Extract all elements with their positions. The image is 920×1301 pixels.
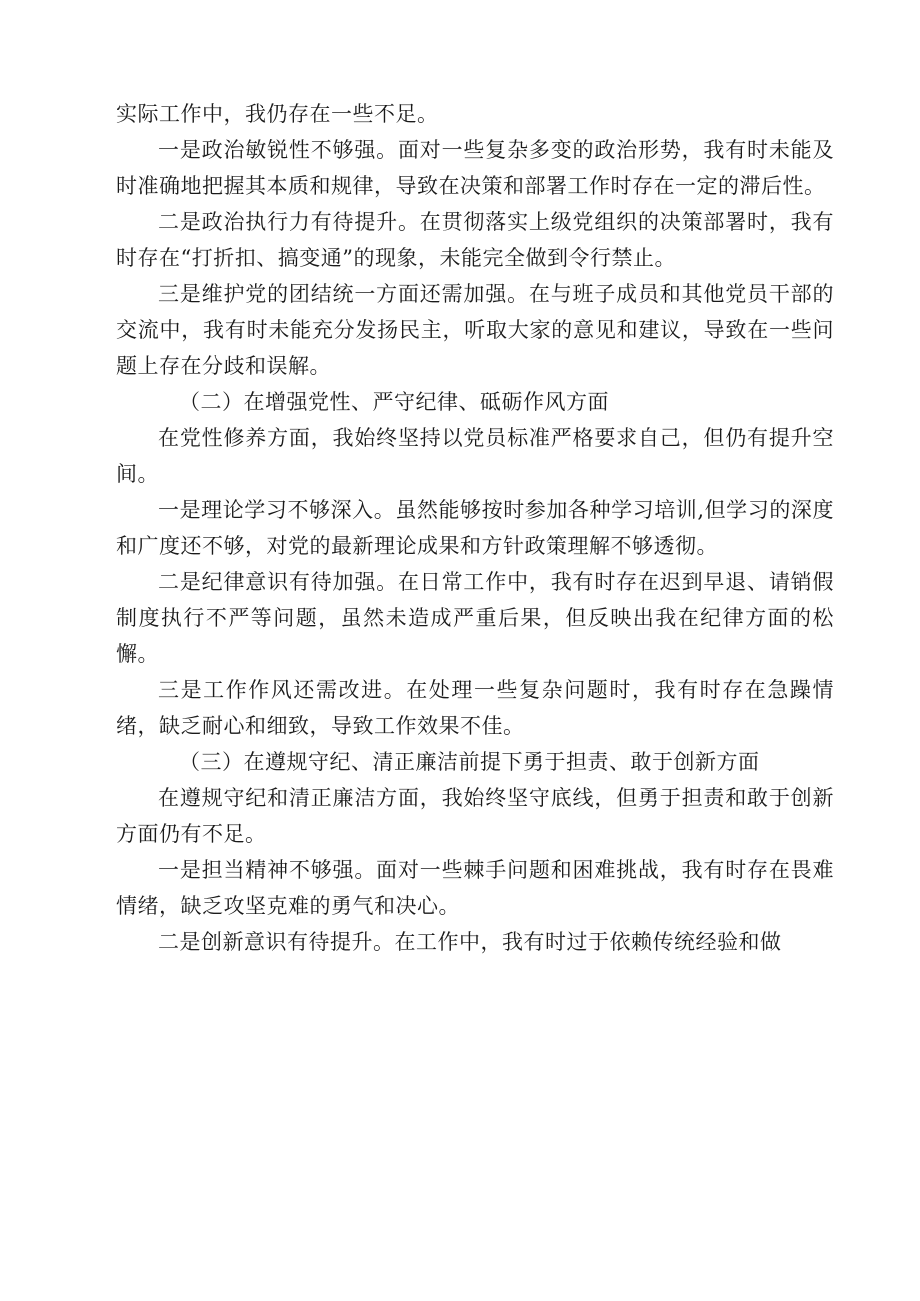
paragraph-theory-study: 一是理论学习不够深入。虽然能够按时参加各种学习培训,但学习的深度和广度还不够，对党的最新理论成果和方针政策理解不够透彻。 bbox=[116, 498, 834, 558]
paragraph-political-execution: 二是政治执行力有待提升。在贯彻落实上级党组织的决策部署时，我有时存在“打折扣、搞变通”的现象，未能完全做到令行禁止。 bbox=[116, 210, 834, 270]
paragraph-work-style: 三是工作作风还需改进。在处理一些复杂问题时，我有时存在急躁情绪，缺乏耐心和细致，导致工作效果不佳。 bbox=[116, 678, 834, 738]
section-heading-3: （三）在遵规守纪、清正廉洁前提下勇于担责、敢于创新方面 bbox=[179, 750, 760, 774]
document-body bbox=[116, 96, 834, 960]
paragraph-party-unity: 三是维护党的团结统一方面还需加强。在与班子成员和其他党员干部的交流中，我有时未能充分发扬民主，听取大家的意见和建议，导致在一些问题上存在分歧和误解。 bbox=[116, 282, 834, 378]
paragraph-integrity-intro: 在遵规守纪和清正廉洁方面，我始终坚守底线，但勇于担责和敢于创新方面仍有不足。 bbox=[116, 786, 834, 846]
paragraph-political-sensitivity: 一是政治敏锐性不够强。面对一些复杂多变的政治形势，我有时未能及时准确地把握其本质和规律，导致在决策和部署工作时存在一定的滞后性。 bbox=[116, 138, 834, 198]
paragraph-continuation: 实际工作中，我仍存在一些不足。 bbox=[116, 102, 439, 126]
paragraph-party-spirit-intro: 在党性修养方面，我始终坚持以党员标准严格要求自己，但仍有提升空间。 bbox=[116, 426, 834, 486]
section-heading-2: （二）在增强党性、严守纪律、砥砺作风方面 bbox=[179, 390, 609, 414]
paragraph-discipline: 二是纪律意识有待加强。在日常工作中，我有时存在迟到早退、请销假制度执行不严等问题，虽然未造成严重后果，但反映出我在纪律方面的松懈。 bbox=[116, 570, 834, 666]
paragraph-responsibility: 一是担当精神不够强。面对一些棘手问题和困难挑战，我有时存在畏难情绪，缺乏攻坚克难的勇气和决心。 bbox=[116, 858, 834, 918]
paragraph-innovation: 二是创新意识有待提升。在工作中，我有时过于依赖传统经验和做 bbox=[158, 930, 782, 954]
